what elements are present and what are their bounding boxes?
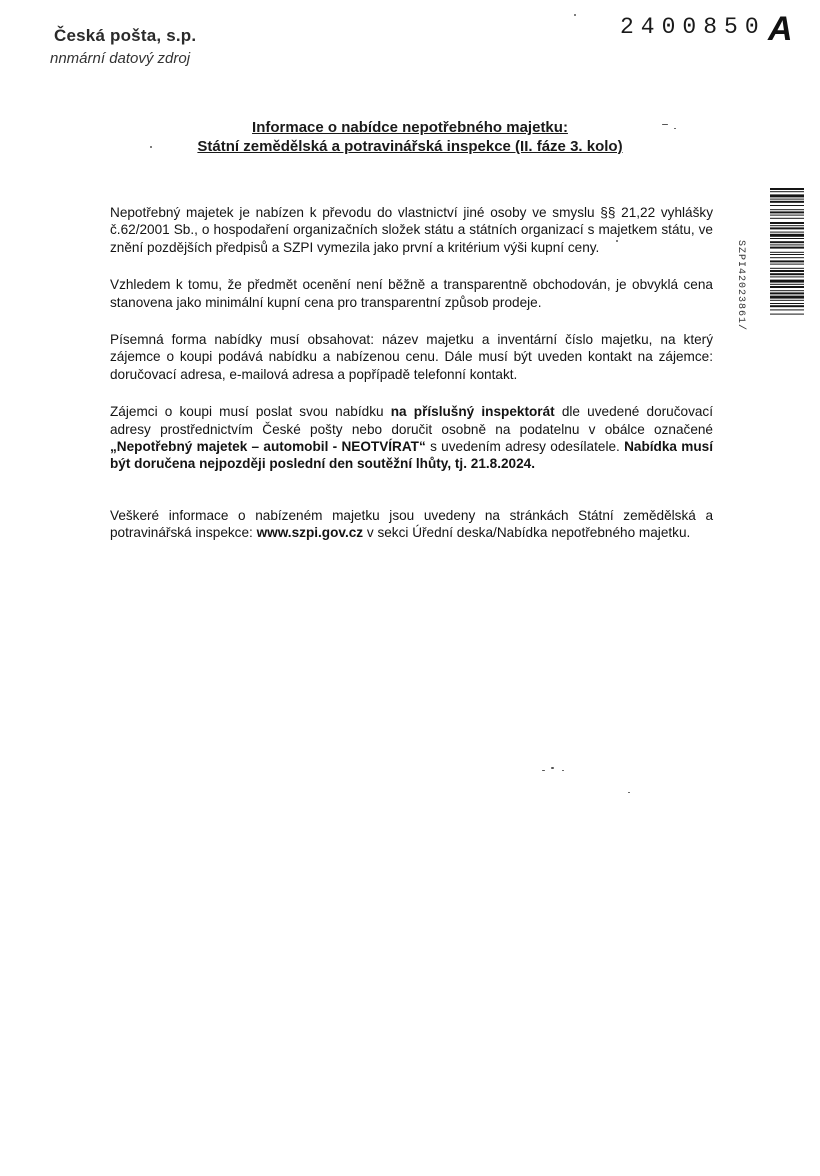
paragraph-information [110,507,713,542]
scan-speck [674,128,676,129]
barcode-graphic [770,188,804,368]
scan-speck [562,770,564,771]
document-title [150,118,670,156]
barcode [770,188,806,368]
delivery-inspectorate: na příslušný inspektorát [390,404,555,420]
postal-stamp: Česká pošta, s.p. [54,26,197,45]
document-number: 2400850 [620,14,766,40]
scan-speck [628,792,630,793]
scan-speck [551,767,554,769]
title-line-2: Státní zemědělská a potravinářská inspekce (II. fáze 3. kolo) [197,138,623,155]
scan-speck [616,240,618,242]
paragraph-offer-contents: Písemná forma nabídky musí obsahovat: název majetku a inventární číslo majetku, na který zájemce o koupi podává nabídku a nabízenou cenu. Dále musí být uveden kontakt na zájemce: doručovací adresa, e-mailová adresa a popřípadě telefonní kontakt. [110,332,713,382]
paragraph-transfer: Nepotřebný majetek je nabízen k převodu do vlastnictví jiné osoby ve smyslu §§ 21,22 vyhlášky č.62/2001 Sb., o hospodaření organizačních složek státu a státních organizací s majetkem státu, ve znění pozdějších předpisů a SZPI vymezila jako první a kritérium výši kupní ceny. [110,205,713,255]
website-link[interactable]: www.szpi.gov.cz [256,525,364,541]
document-letter: A [768,10,793,48]
scan-speck [150,146,152,148]
deadline-text: Nabídka musí být doručena nejpozději poslední den soutěžní lhůty, tj. 21.8.2024. [110,439,713,472]
paragraph-delivery [110,403,713,473]
envelope-label: „Nepotřebný majetek – automobil - NEOTVÍRAT“ [110,439,426,455]
document-body [110,204,713,562]
barcode-text: SZPI42023861/ [735,240,746,332]
scan-speck [662,124,668,125]
postal-stamp-subtitle: ‍nnmární datový zdroj [50,50,191,67]
delivery-text-2: dle uvedené doručovací adresy prostřednictvím České pošty nebo doručit osobně na podatelnu v obálce označené [110,404,714,437]
scan-speck [574,14,576,16]
scan-speck [542,770,545,771]
title-line-1: Informace o nabídce nepotřebného majetku: [252,119,568,136]
paragraph-price: Vzhledem k tomu, že předmět ocenění není běžně a transparentně obchodován, je obvyklá cena stanovena jako minimální kupní cena pro transparentní způsob prodeje. [110,277,713,310]
info-text-1: Veškeré informace o nabízeném majetku jsou uvedeny na stránkách Státní zemědělská a potravinářská inspekce: [110,507,713,541]
delivery-text-3: s uvedením adresy odesílatele. [425,439,625,455]
delivery-text-1: Zájemci o koupi musí poslat svou nabídku [110,404,391,420]
info-text-2: v sekci Úřední deska/Nabídka nepotřebného majetku. [363,525,691,541]
